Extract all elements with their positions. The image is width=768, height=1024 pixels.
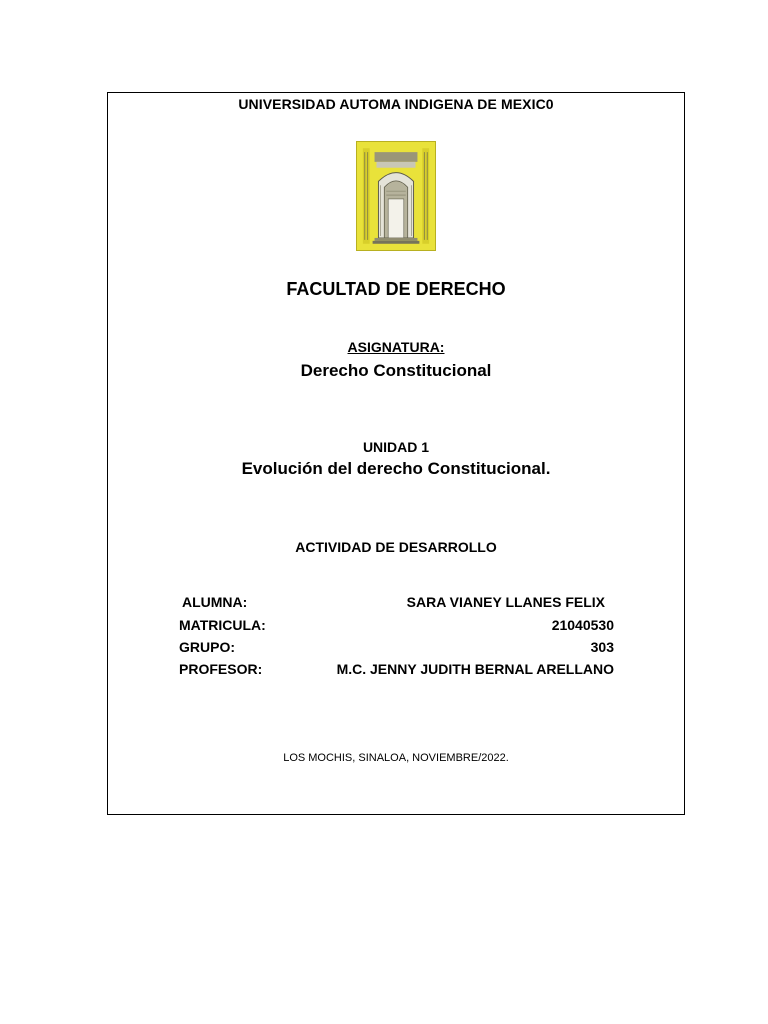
subject-name: Derecho Constitucional [300,361,492,380]
info-value-alumna: SARA VIANEY LLANES FELIX [406,594,605,610]
cover-page [107,92,685,815]
unit-label: UNIDAD 1 [362,439,430,455]
info-label-alumna: ALUMNA: [182,594,248,610]
subject-label: ASIGNATURA: [347,339,445,355]
place-and-date: LOS MOCHIS, SINALOA, NOVIEMBRE/2022. [283,752,509,764]
info-value-grupo: 303 [590,639,614,655]
info-label-profesor: PROFESOR: [179,661,263,677]
university-arch-logo-icon [356,141,436,251]
faculty-title: FACULTAD DE DERECHO [286,279,506,299]
university-name: UNIVERSIDAD AUTOMA INDIGENA DE MEXIC0 [238,96,554,112]
unit-title: Evolución del derecho Constitucional. [241,459,551,478]
activity-title: ACTIVIDAD DE DESARROLLO [295,539,497,555]
info-label-matricula: MATRICULA: [179,617,266,633]
info-value-profesor: M.C. JENNY JUDITH BERNAL ARELLANO [336,661,614,677]
info-value-matricula: 21040530 [551,617,614,633]
info-label-grupo: GRUPO: [179,639,235,655]
